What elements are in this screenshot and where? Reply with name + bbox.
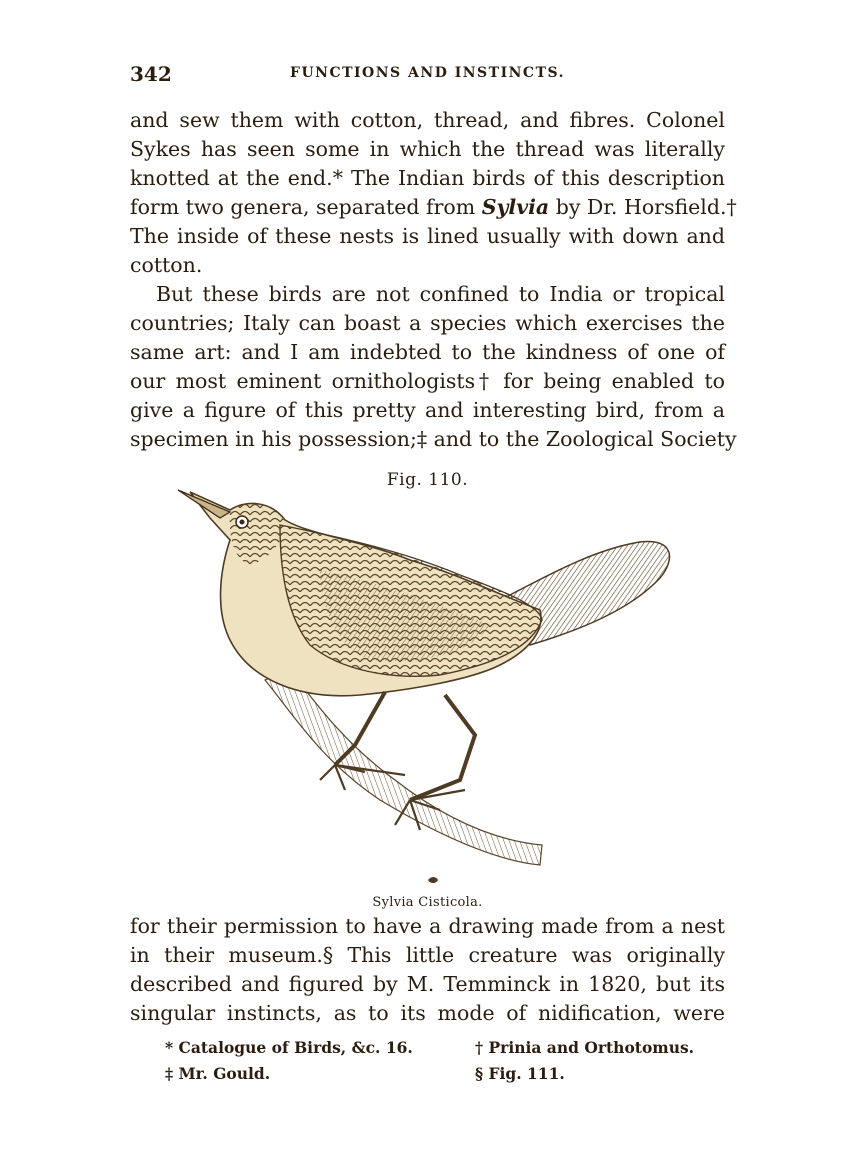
text-line-with-genus <box>130 193 737 222</box>
genus-name: Sylvia <box>481 195 550 219</box>
bird-engraving <box>170 480 690 890</box>
footnote: ‡ Mr. Gould. <box>165 1064 271 1083</box>
footnote: § Fig. 111. <box>475 1064 565 1083</box>
figure-caption: Sylvia Cisticola. <box>372 895 483 910</box>
text-line: knotted at the end.* The Indian birds of this description <box>130 166 725 190</box>
text-line: same art: and I am indebted to the kindness of one of <box>130 340 725 364</box>
text-line: countries; Italy can boast a species which exercises the <box>130 311 725 335</box>
text-segment: by Dr. Horsfield.† <box>549 195 737 219</box>
text-line: described and figured by M. Temminck in 1820, but its <box>130 972 725 996</box>
text-line: in their museum.§ This little creature was originally <box>130 943 725 967</box>
running-title: FUNCTIONS AND INSTINCTS. <box>290 65 565 81</box>
text-line: Sykes has seen some in which the thread was literally <box>130 137 725 161</box>
page-number: 342 <box>130 62 172 86</box>
text-line: cotton. <box>130 253 203 277</box>
text-line: and sew them with cotton, thread, and fibres. Colonel <box>130 108 725 132</box>
figure-label: Fig. 110. <box>386 470 469 490</box>
text-line: our most eminent ornithologists† for being enabled to <box>130 369 725 393</box>
text-line: The inside of these nests is lined usually with down and <box>130 224 725 248</box>
text-line: give a figure of this pretty and interesting bird, from a <box>130 398 725 422</box>
text-block-bottom <box>130 912 725 1028</box>
text-line: specimen in his possession;‡ and to the Zoological Society <box>130 427 737 451</box>
text-line: for their permission to have a drawing made from a nest <box>130 914 725 938</box>
footnote: * Catalogue of Birds, &c. 16. <box>165 1038 413 1057</box>
text-segment: form two genera, separated from <box>130 195 482 219</box>
page-header <box>130 62 725 86</box>
footnote: † Prinia and Orthotomus. <box>475 1038 695 1057</box>
text-block-top <box>130 106 737 454</box>
text-line: singular instincts, as to its mode of nidification, were <box>130 1001 725 1025</box>
text-line: But these birds are not confined to India or tropical <box>156 282 725 306</box>
